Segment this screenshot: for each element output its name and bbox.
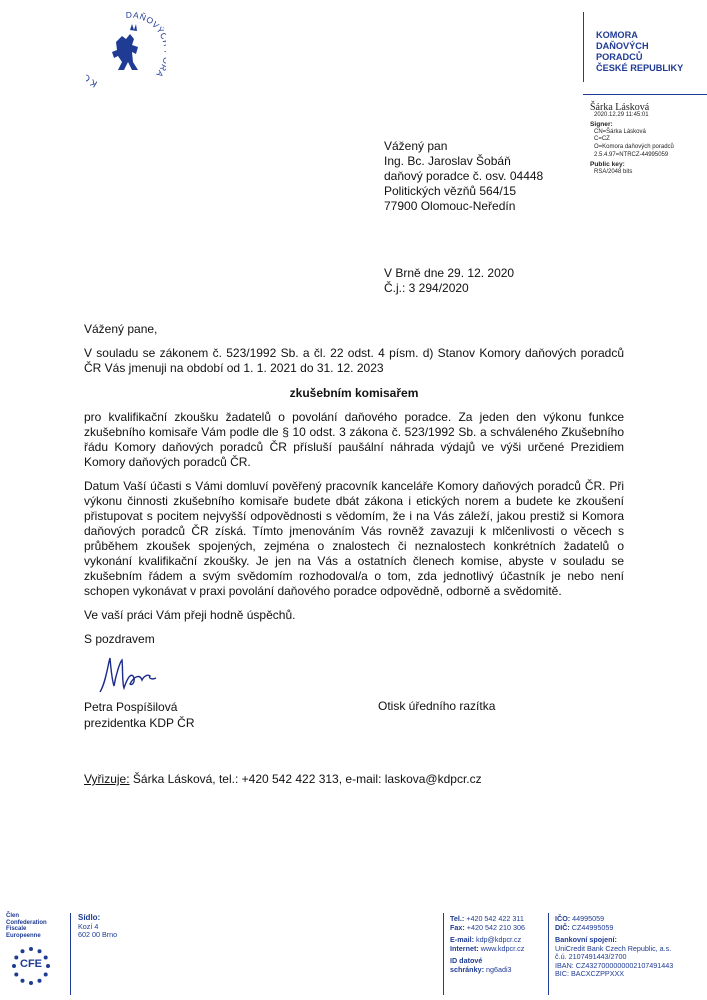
date-line: V Brně dne 29. 12. 2020 xyxy=(384,266,515,280)
reference-number: Č.j.: 3 294/2020 xyxy=(384,281,469,295)
addressee-line: Vážený pan xyxy=(384,139,448,153)
addressee-line: daňový poradce č. osv. 04448 xyxy=(384,169,544,183)
dic-value: CZ44995059 xyxy=(571,922,614,932)
footer xyxy=(0,907,707,1000)
org-line-2: DAŇOVÝCH xyxy=(596,41,649,51)
cfe-block xyxy=(6,913,56,991)
bank-label: Bankovní spojení: xyxy=(555,935,617,944)
esig-signer-line: C=CZ xyxy=(594,136,610,143)
cfe-line: Europeenne xyxy=(6,932,41,939)
cfe-line: Člen xyxy=(6,913,20,919)
esig-signer-line: 2.5.4.97=NTRCZ-44995059 xyxy=(594,151,669,158)
esig-timestamp: 2020.12.29 11:45:01 xyxy=(594,111,649,118)
esig-signer-label: Signer: xyxy=(590,121,613,129)
company-block xyxy=(555,915,705,979)
org-line-1: KOMORA xyxy=(596,30,638,40)
esig-pubkey-value: RSA/2048 bits xyxy=(594,168,633,175)
fax-value: +420 542 210 306 xyxy=(466,922,525,932)
bank-line: BIC: BACXCZPPXXX xyxy=(555,969,625,978)
esig-signer-line: O=Komora daňových poradců xyxy=(594,143,674,150)
contact-label: Vyřizuje: xyxy=(84,772,130,786)
sidlo-line: 602 00 Brno xyxy=(78,930,118,939)
footer-divider xyxy=(443,913,444,995)
cfe-line: Confederation xyxy=(6,919,47,926)
addressee-line: Ing. Bc. Jaroslav Šobáň xyxy=(384,154,511,168)
bank-line: č.ú. 2107491443/2700 xyxy=(555,952,627,961)
ds-label-2: schránky: xyxy=(450,964,484,974)
contact-line xyxy=(84,772,482,786)
ds-label-1: ID datové xyxy=(450,956,483,965)
web-value[interactable]: www.kdpcr.cz xyxy=(480,943,525,953)
esig-signer-line: CN=Šárka Lásková xyxy=(594,128,646,135)
sidlo-line: Kozí 4 xyxy=(78,921,99,931)
date-block xyxy=(384,266,514,296)
signer-role: prezidentka KDP ČR xyxy=(84,716,195,730)
web-label: Internet: xyxy=(450,943,479,953)
cfe-line: Fiscale xyxy=(6,926,27,933)
logo-arc-left: K xyxy=(87,75,100,90)
sidlo-label: Sídlo: xyxy=(78,913,101,922)
bank-line: IBAN: CZ4327000000002107491443 xyxy=(555,960,674,970)
tel-value: +420 542 422 311 xyxy=(466,914,524,923)
ico-label: IČO: xyxy=(555,914,571,923)
footer-divider xyxy=(548,913,549,995)
dic-label: DIČ: xyxy=(555,922,570,932)
signer-block xyxy=(84,699,195,731)
signer-name: Petra Pospíšilová xyxy=(84,700,178,714)
addressee-line: 77900 Olomouc-Neředín xyxy=(384,199,516,213)
addressee-line: Politických vězňů 564/15 xyxy=(384,184,517,198)
logo-arc-right: DAŇOVÝ A xyxy=(125,12,166,80)
paragraph-duties: Datum Vaší účasti s Vámi domluví pověřený pracovník kanceláře Komory daňových poradců ČR. Při výkonu činnosti zkušebního komisaře budete dbát zákona i etických norem a budete ke zkoušení přistupovat s pocitem nejvyšší odpovědnosti s vědomím, že i na Vás záleží, jakou prestiž si Komora daňových poradců ČR získá. Tímto jmenováním Vás rovněž zavazuji k mlčenlivosti o věcech s průběhem zkoušek spojených, zejména o znalostech či neznalostech konkrétních žadatelů o vykonání kvalifikační zkoušky. Je jen na Vás a ostatních členech komise, abyste v souladu se zkušebním řádem a svým svědomím rozhodoval/a o tom, zda jednotlivý účastník je nebo není schopen vykonávat v praxi povolání daňového poradce odpovědně, odborně a svědomitě. xyxy=(84,479,624,598)
contact-text: Šárka Lásková, tel.: +420 542 422 313, e-mail: laskova@kdpcr.cz xyxy=(129,772,482,786)
ds-value: ng6adi3 xyxy=(485,964,512,974)
electronic-signature xyxy=(590,104,705,176)
organisation-name xyxy=(596,30,706,74)
paragraph-appointment: V souladu se zákonem č. 523/1992 Sb. a čl. 22 odst. 4 písm. d) Stanov Komory daňových poradců ČR Vás jmenuji na období od 1. 1. 2021 do 31. 12. 2023 xyxy=(84,346,624,375)
svg-text:KOMORA xyxy=(86,37,99,89)
appointment-title: zkušebním komisařem xyxy=(289,386,419,400)
esig-pubkey-label: Public key: xyxy=(590,161,625,169)
addressee-block xyxy=(384,139,543,214)
contacts-block xyxy=(450,915,545,974)
letter-body xyxy=(84,322,624,647)
paragraph-compensation: pro kvalifikační zkoušku žadatelů o povolání daňového poradce. Za jeden den výkonu funkce zkušebního komisaře Vám podle dle § 10 odst. 3 zákona č. 523/1992 Sb. a schváleného Zkušebního řádu Komory daňových poradců ČR přísluší paušální náhrada výdajů ve výši určené Prezidiem Komory daňových poradců ČR. xyxy=(84,410,624,469)
footer-divider xyxy=(70,913,71,995)
chamber-logo xyxy=(86,12,166,92)
paragraph-wishes: Ve vaší práci Vám přeji hodně úspěchů. xyxy=(84,608,296,622)
email-label: E-mail: xyxy=(450,935,474,944)
closing: S pozdravem xyxy=(84,632,155,646)
header-divider xyxy=(583,12,584,82)
email-value[interactable]: kdp@kdpcr.cz xyxy=(475,935,522,944)
header-rule xyxy=(583,94,707,95)
handwritten-signature xyxy=(98,652,158,696)
org-line-4: ČESKÉ REPUBLIKY xyxy=(596,63,684,73)
lion-icon xyxy=(112,24,138,70)
ico-value: 44995059 xyxy=(572,914,605,923)
esig-name: Šárka Lásková xyxy=(590,102,650,113)
salutation: Vážený pane, xyxy=(84,322,158,336)
tel-label: Tel.: xyxy=(450,914,465,923)
cfe-star-logo xyxy=(6,941,56,991)
stamp-note: Otisk úředního razítka xyxy=(378,699,496,713)
fax-label: Fax: xyxy=(450,922,465,932)
address-block xyxy=(78,914,117,940)
cfe-badge: CFE xyxy=(20,958,42,971)
org-line-3: PORADCŮ xyxy=(596,52,643,62)
bank-line: UniCredit Bank Czech Republic, a.s. xyxy=(555,943,672,953)
